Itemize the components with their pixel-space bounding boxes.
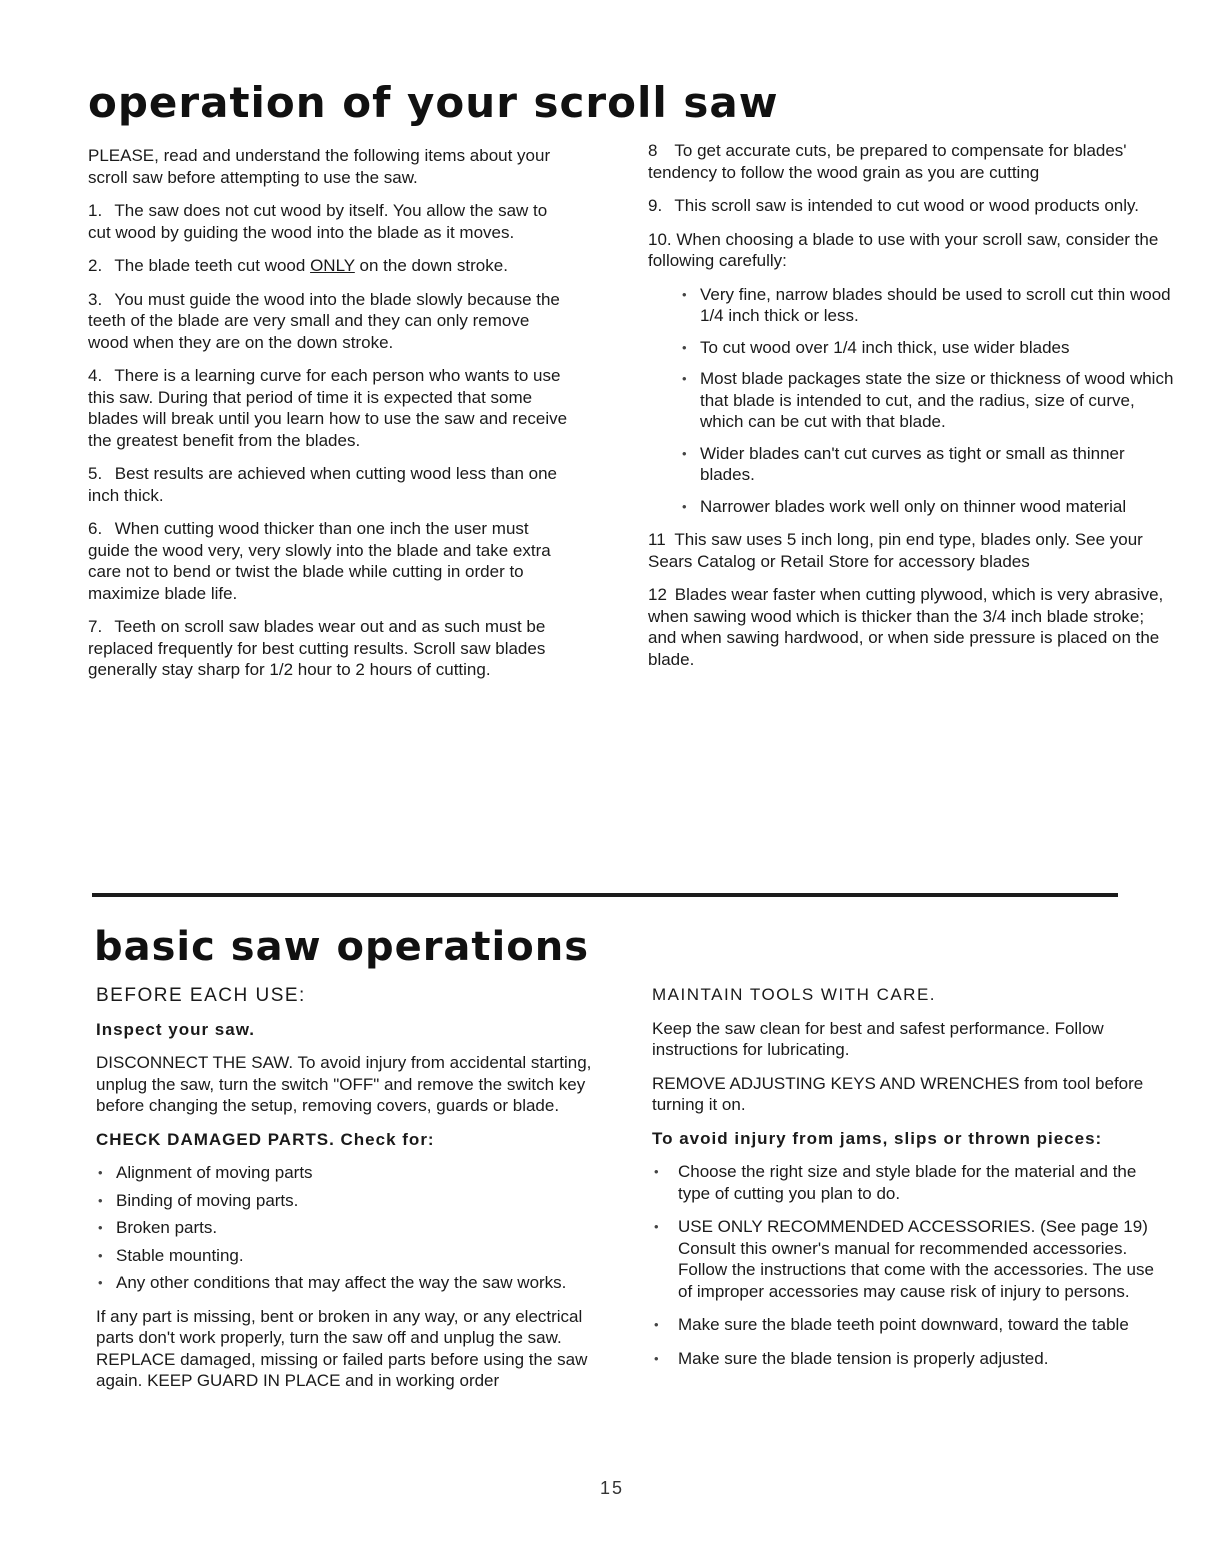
item-7 (88, 616, 570, 681)
item-text: Blades wear faster when cutting plywood, which is very abrasive, when sawing wood which is thicker than the 3/4 inch blade stroke; and when sawing hardwood, or when side pressure is placed on the blade. (648, 585, 1164, 669)
item-text: You must guide the wood into the blade slowly because the teeth of the blade are very small and they can only remove wood when they are on the down stroke. (88, 289, 560, 352)
operation-right-column (648, 140, 1174, 682)
item-6 (88, 518, 570, 604)
item-text: Teeth on scroll saw blades wear out and as such must be replaced frequently for best cutting results. Scroll saw blades generally stay sharp for 1/2 hour to 2 hours of cutting. (88, 617, 546, 679)
list-item: • USE ONLY RECOMMENDED ACCESSORIES. (See page 19) Consult this owner's manual for recommended accessories. Follow the instructions that come with the accessories. The use of improper accessories may cause risk of injury to persons. (652, 1216, 1170, 1302)
item-2 (88, 255, 570, 277)
section-divider (92, 893, 1118, 897)
item-number: 12 (648, 585, 667, 604)
item-11 (648, 529, 1174, 572)
item-1 (88, 200, 570, 243)
remove-keys-paragraph: REMOVE ADJUSTING KEYS AND WRENCHES from tool before turning it on. (652, 1073, 1144, 1114)
item-number: 6. (88, 519, 103, 538)
item-number: 7. (88, 617, 103, 636)
check-damaged-heading: CHECK DAMAGED PARTS. Check for: (96, 1129, 435, 1149)
blade-bullet-list (680, 284, 1174, 518)
operation-left-column (88, 145, 570, 693)
basic-right-column (652, 984, 1170, 1381)
inspect-heading: Inspect your saw. (96, 1019, 256, 1039)
item-5 (88, 463, 570, 506)
disconnect-label: DISCONNECT THE SAW. (96, 1053, 294, 1072)
item-text: The blade teeth cut wood (114, 256, 306, 275)
item-12 (648, 584, 1174, 670)
list-item: • Choose the right size and style blade for the material and the type of cutting you plan to do. (652, 1161, 1170, 1204)
item-text: This saw uses 5 inch long, pin end type, blades only. See your Sears Catalog or Retail Store for accessory blades (648, 530, 1143, 571)
maintain-heading: MAINTAIN TOOLS WITH CARE. (652, 985, 937, 1004)
basic-left-column (96, 985, 594, 1404)
list-item: • Wider blades can't cut curves as tight or small as thinner blades. (680, 443, 1174, 486)
item-number: 4. (88, 366, 103, 385)
page-number: 15 (600, 1478, 625, 1498)
keep-guard-text: KEEP GUARD IN PLACE and in working order (147, 1371, 500, 1390)
jams-bullet-list (652, 1161, 1170, 1369)
list-item: • Very fine, narrow blades should be used to scroll cut thin wood 1/4 inch thick or less. (680, 284, 1174, 327)
list-item: • Broken parts. (96, 1217, 594, 1239)
item-number: 9. (648, 196, 663, 215)
item-10 (648, 229, 1174, 272)
jams-heading: To avoid injury from jams, slips or thrown pieces: (652, 1128, 1103, 1148)
item-number: 2. (88, 256, 103, 275)
intro-paragraph: PLEASE, read and understand the following items about your scroll saw before attempting to use the saw. (88, 146, 551, 187)
disconnect-paragraph (96, 1052, 594, 1117)
item-text: on the down stroke. (359, 256, 508, 275)
underlined-emphasis: ONLY (310, 256, 355, 275)
missing-parts-text: If any part is missing, bent or broken in any way, or any electrical parts don't work properly, turn the saw off and unplug the saw. REPLACE damaged, missing or failed parts before using the saw again. (96, 1306, 588, 1390)
item-text: Best results are achieved when cutting wood less than one inch thick. (88, 464, 557, 505)
item-text: This scroll saw is intended to cut wood or wood products only. (674, 196, 1139, 215)
list-item: • Make sure the blade tension is properly adjusted. (652, 1348, 1170, 1370)
item-8 (648, 140, 1174, 183)
item-number: 8 (648, 141, 658, 160)
maintain-paragraph: Keep the saw clean for best and safest performance. Follow instructions for lubricating. (652, 1018, 1104, 1059)
list-item: • Alignment of moving parts (96, 1162, 594, 1184)
list-item: • Binding of moving parts. (96, 1190, 594, 1212)
item-text: The saw does not cut wood by itself. You allow the saw to cut wood by guiding the wood into the blade as it moves. (88, 201, 548, 242)
item-number: 1. (88, 201, 103, 220)
list-item: • Narrower blades work well only on thinner wood material (680, 496, 1174, 518)
item-number: 10. (648, 229, 672, 249)
item-number: 11 (648, 530, 666, 549)
item-text: When cutting wood thicker than one inch the user must guide the wood very, very slowly into the blade and take extra care not to bend or twist the blade while cutting in order to maximize blade life. (88, 519, 551, 603)
item-text: To get accurate cuts, be prepared to compensate for blades' tendency to follow the wood grain as you are cutting (648, 141, 1127, 182)
missing-parts-paragraph (96, 1306, 594, 1392)
list-item: • To cut wood over 1/4 inch thick, use wider blades (680, 337, 1174, 359)
item-text: There is a learning curve for each person who wants to use this saw. During that period of time it is expected that some blades will break until you learn how to use the saw and receive the greatest benefit from the blades. (88, 366, 568, 450)
item-number: 3. (88, 289, 103, 309)
before-each-use-heading: BEFORE EACH USE: (96, 985, 306, 1006)
item-text: When choosing a blade to use with your scroll saw, consider the following carefully: (648, 229, 1159, 270)
list-item: • Make sure the blade teeth point downward, toward the table (652, 1314, 1170, 1336)
section-title-operation: operation of your scroll saw (88, 78, 779, 127)
list-item: • Any other conditions that may affect the way the saw works. (96, 1272, 594, 1294)
section-title-basic: basic saw operations (94, 924, 590, 970)
disconnect-text: To avoid injury from accidental starting, unplug the saw, turn the switch "OFF" and remove the switch key before changing the setup, removing covers, guards or blade. (96, 1053, 592, 1115)
item-3 (88, 289, 570, 354)
item-number: 5. (88, 464, 103, 483)
list-item: • Stable mounting. (96, 1245, 594, 1267)
item-4 (88, 365, 570, 451)
list-item: • Most blade packages state the size or thickness of wood which that blade is intended to cut, and the radius, size of curve, which can be cut with that blade. (680, 368, 1174, 433)
item-9 (648, 195, 1174, 217)
check-bullet-list (96, 1162, 594, 1294)
